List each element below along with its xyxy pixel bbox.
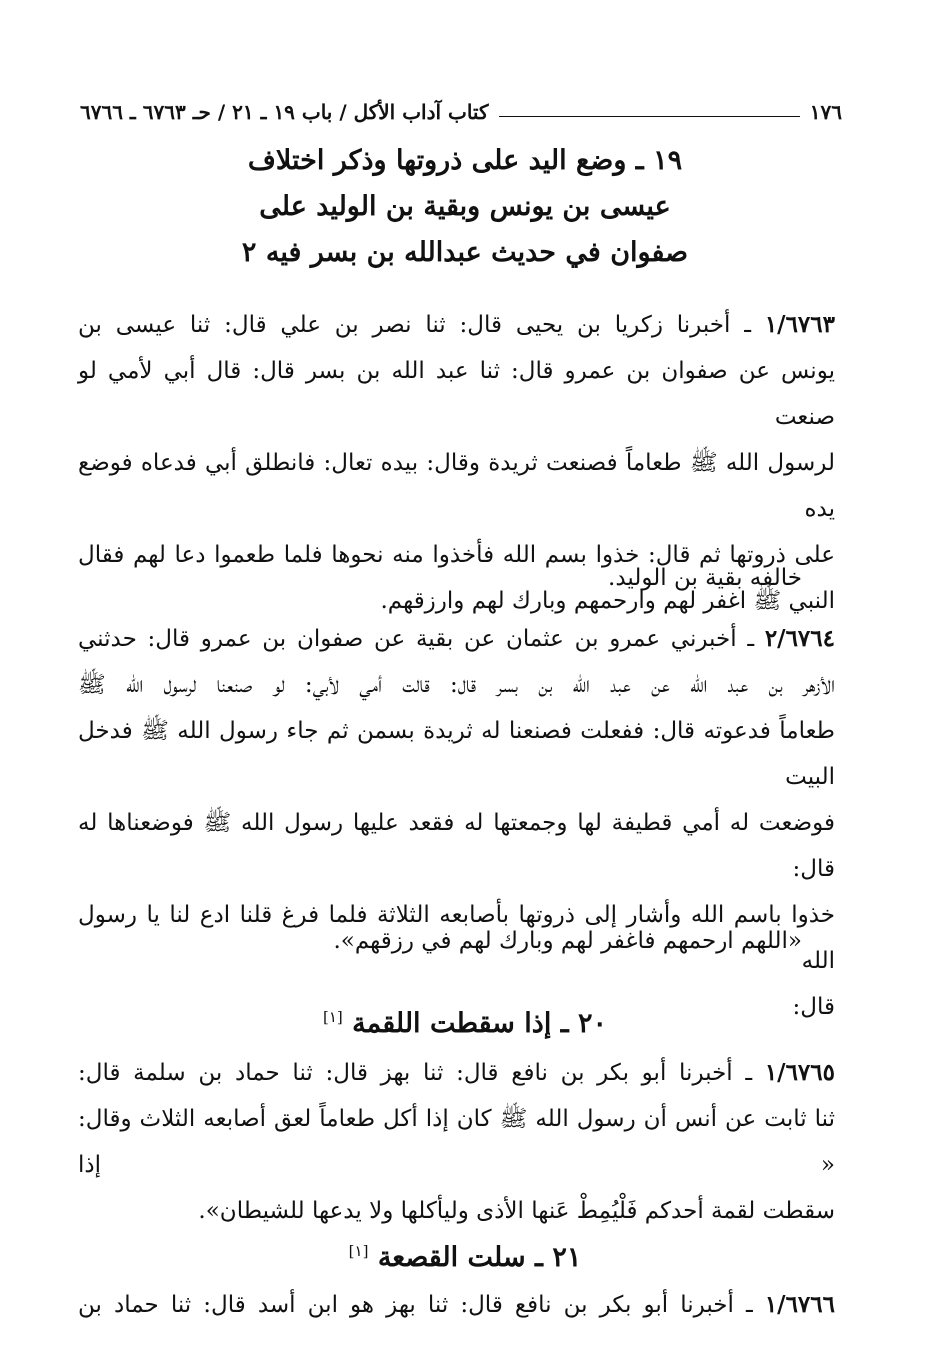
chapter-21-footnote-mark: [١] [348, 1242, 369, 1260]
hadith-6766-first-text: ـ أخبرنا أبو بكر بن نافع قال: ثنا بهز هو ابن أسد قال: ثنا حماد بن [78, 1292, 765, 1318]
hadith-6763-line-4: على ذروتها ثم قال: خذوا بسم الله فأخذوا منه نحوها فلما طعموا دعا لهم فقال [78, 542, 835, 568]
chapter-20-title: ٢٠ ـ إذا سقطت اللقمة [352, 1008, 608, 1039]
hadith-6765-line-3: سقطت لقمة أحدكم فَلْيُمِطْ عَنها الأذى وليأكلها ولا يدعها للشيطان». [198, 1198, 835, 1224]
note-baqiyya: خالفه بقية بن الوليد. [608, 565, 802, 591]
hadith-6763-line-2: يونس عن صفوان بن عمرو قال: ثنا عبد الله بن بسر قال: قال أبي لأمي لو صنعت [78, 358, 835, 430]
chapter-19-line-2: عيسى بن يونس وبقية بن الوليد على [259, 191, 671, 222]
hadith-6764-line-3: طعاماً فدعوته قال: ففعلت فصنعنا له ثريدة بسمن ثم جاء رسول الله ﷺ فدخل البيت [78, 718, 835, 790]
hadith-6764-line-5: خذوا باسم الله وأشار إلى ذروتها بأصابعه الثلاثة فلما فرغ قلنا ادع لنا يا رسول الله [78, 902, 835, 974]
chapter-21-title: ٢١ ـ سلت القصعة [377, 1242, 582, 1273]
page-number: ١٧٦ [809, 100, 842, 124]
hadith-6764-line-1 [78, 616, 835, 662]
hadith-6766-number: ١/٦٧٦٦ [764, 1291, 835, 1318]
hadith-6764-line-6: قال: [792, 994, 835, 1020]
hadith-6763-line-5: النبي ﷺ اغفر لهم وارحمهم وبارك لهم وارزقهم. [380, 588, 835, 614]
hadith-6764-number: ٢/٦٧٦٤ [764, 625, 835, 652]
chapter-19-heading [100, 138, 830, 276]
chapter-20-heading [100, 994, 830, 1047]
chapter-21-heading [100, 1228, 830, 1281]
hadith-6764-dua: «اللهم ارحمهم فاغفر لهم وبارك لهم في رزقهم». [333, 928, 802, 954]
running-title: كتاب آداب الأكل / باب ١٩ ـ ٢١ / حـ ٦٧٦٣ ـ ٦٧٦٦ [80, 100, 489, 124]
hadith-6764 [78, 616, 835, 1030]
hadith-6765-line-2: ثنا ثابت عن أنس أن رسول الله ﷺ كان إذا أكل طعاماً لعق أصابعه الثلاث وقال: « إذا [78, 1106, 835, 1178]
hadith-6765-number: ١/٦٧٦٥ [764, 1059, 835, 1086]
hadith-6765-first-text: ـ أخبرنا أبو بكر بن نافع قال: ثنا بهز قال: ثنا حماد بن سلمة قال: [78, 1060, 765, 1086]
header-rule [499, 116, 800, 117]
chapter-19-line-3: صفوان في حديث عبدالله بن بسر فيه ٢ [241, 237, 689, 268]
chapter-20-footnote-mark: [١] [322, 1008, 343, 1026]
hadith-6766 [78, 1282, 835, 1328]
hadith-6763-first-text: ـ أخبرنا زكريا بن يحيى قال: ثنا نصر بن علي قال: ثنا عيسى بن [78, 312, 765, 338]
hadith-6764-line-2: الأزهر بن عبد الله عن عبد الله بن بسر قال: قالت أمي لأبي: لو صنعنا لرسول الله ﷺ [78, 672, 835, 698]
hadith-6763-line-3: لرسول الله ﷺ طعاماً فصنعت ثريدة وقال: بيده تعال: فانطلق أبي فدعاه فوضع يده [78, 450, 835, 522]
hadith-6763-line-1 [78, 302, 835, 348]
hadith-6764-line-4: فوضعت له أمي قطيفة لها وجمعتها له فقعد عليها رسول الله ﷺ فوضعناها له قال: [78, 810, 835, 882]
chapter-19-line-1: ١٩ ـ وضع اليد على ذروتها وذكر اختلاف [247, 145, 683, 176]
hadith-6764-first-text: ـ أخبرني عمرو بن عثمان عن بقية عن صفوان بن عمرو قال: حدثني [78, 626, 765, 652]
hadith-6765-line-1 [78, 1050, 835, 1096]
hadith-6765 [78, 1050, 835, 1234]
hadith-6763-number: ١/٦٧٦٣ [764, 311, 835, 338]
hadith-6766-line-1 [78, 1282, 835, 1328]
running-header [80, 86, 842, 122]
